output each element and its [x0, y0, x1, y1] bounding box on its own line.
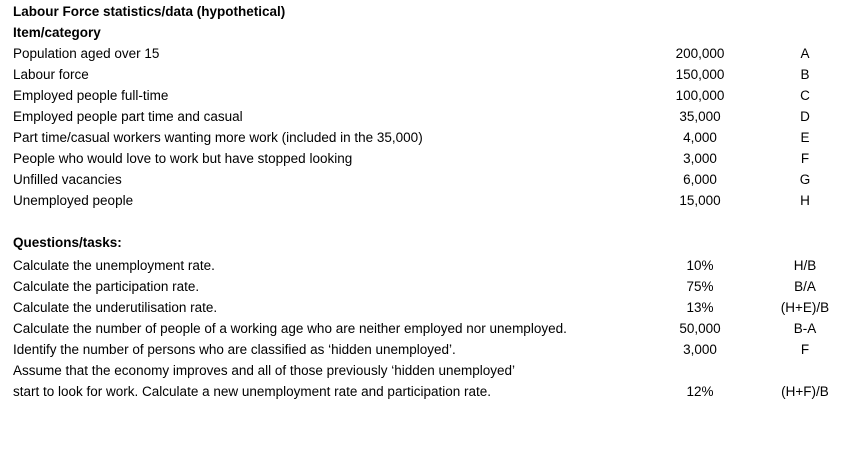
- item-label: Unemployed people: [13, 193, 134, 208]
- item-label: Part time/casual workers wanting more work (included in the 35,000): [13, 130, 423, 145]
- item-label: Employed people full-time: [13, 88, 169, 103]
- item-label: Employed people part time and casual: [13, 109, 243, 124]
- question-formula: (H+F)/B: [781, 384, 829, 399]
- item-value: 35,000: [679, 109, 721, 124]
- question-text: Assume that the economy improves and all of those previously ‘hidden unemployed’: [13, 363, 516, 378]
- question-answer: 50,000: [679, 321, 721, 336]
- item-code: G: [799, 172, 811, 187]
- question-answer: 12%: [686, 384, 714, 399]
- item-code: B: [800, 67, 810, 82]
- item-value: 15,000: [679, 193, 721, 208]
- question-text: Calculate the unemployment rate.: [13, 258, 215, 273]
- questions-header: Questions/tasks:: [13, 235, 122, 250]
- question-formula: B/A: [794, 279, 816, 294]
- question-answer: 3,000: [683, 342, 717, 357]
- item-label: Labour force: [13, 67, 89, 82]
- question-text: Calculate the underutilisation rate.: [13, 300, 218, 315]
- question-answer: 13%: [686, 300, 714, 315]
- item-value: 150,000: [675, 67, 725, 82]
- question-answer: 10%: [686, 258, 714, 273]
- question-text: Identify the number of persons who are classified as ‘hidden unemployed’.: [13, 342, 456, 357]
- item-code: F: [800, 151, 810, 166]
- question-formula: F: [800, 342, 810, 357]
- items-header: Item/category: [13, 25, 101, 40]
- question-formula: (H+E)/B: [780, 300, 830, 315]
- item-value: 3,000: [683, 151, 717, 166]
- question-formula: B-A: [793, 321, 817, 336]
- item-label: Population aged over 15: [13, 46, 160, 61]
- question-formula: H/B: [793, 258, 817, 273]
- item-value: 6,000: [683, 172, 717, 187]
- item-code: D: [800, 109, 810, 124]
- item-label: People who would love to work but have stopped looking: [13, 151, 353, 166]
- item-code: E: [800, 130, 810, 145]
- worksheet-title: Labour Force statistics/data (hypothetical): [13, 4, 286, 19]
- item-value: 100,000: [675, 88, 725, 103]
- item-value: 4,000: [683, 130, 717, 145]
- item-code: H: [800, 193, 810, 208]
- item-code: C: [800, 88, 810, 103]
- item-value: 200,000: [675, 46, 725, 61]
- item-code: A: [800, 46, 810, 61]
- question-answer: 75%: [686, 279, 714, 294]
- question-text: Calculate the number of people of a working age who are neither employed nor unemployed.: [13, 321, 567, 336]
- item-label: Unfilled vacancies: [13, 172, 122, 187]
- question-text: start to look for work. Calculate a new unemployment rate and participation rate.: [13, 384, 491, 399]
- question-text: Calculate the participation rate.: [13, 279, 200, 294]
